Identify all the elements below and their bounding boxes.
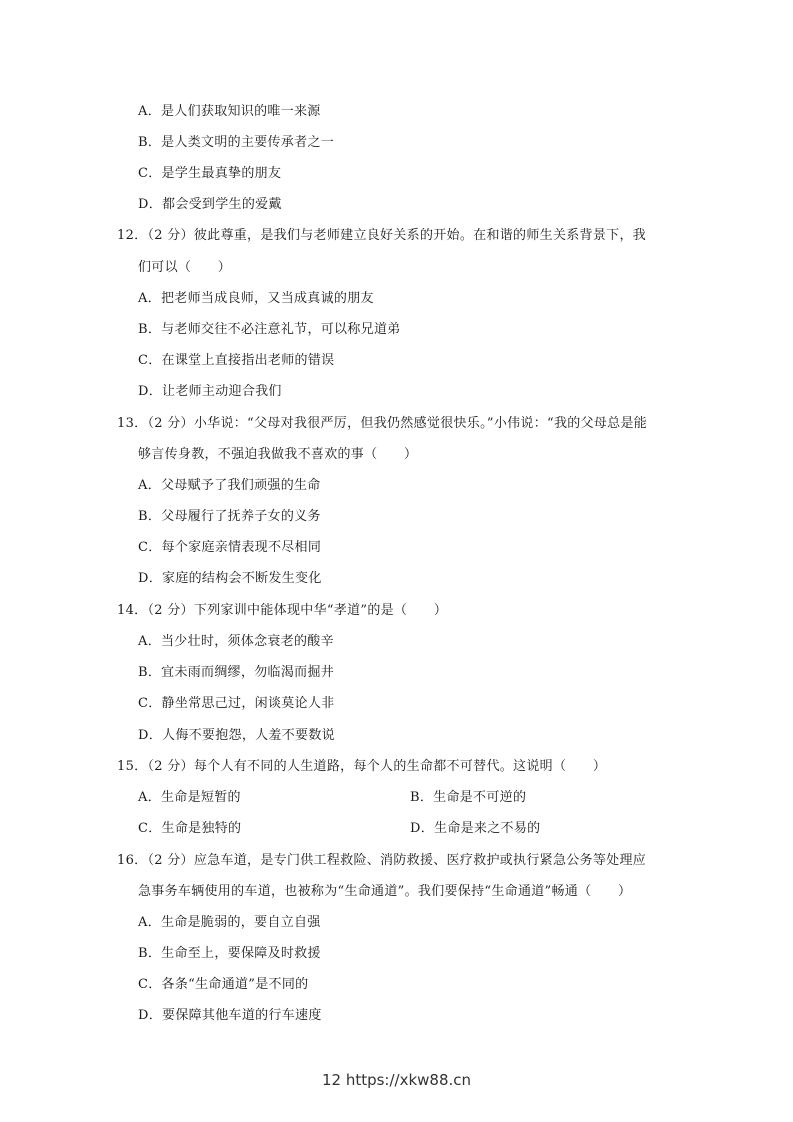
page-footer: 12 https://xkw88.cn (321, 1071, 472, 1089)
q12-option-b: B．与老师交往不必注意礼节，可以称兄道弟 (138, 322, 401, 337)
q14-option-b: B．宜未雨而绸缪，勿临渴而掘井 (138, 665, 335, 680)
q12-option-a: A．把老师当成良师，又当成真诚的朋友 (138, 291, 374, 306)
question-15-stem: 15．（2 分）每个人有不同的人生道路，每个人的生命都不可替代。这说明（ ） (117, 759, 607, 774)
q14-option-d: D．人侮不要抱怨，人羞不要数说 (138, 728, 335, 743)
q13-option-c: C．每个家庭亲情表现不尽相同 (138, 540, 322, 555)
q15-option-a: A．生命是短暂的 (138, 790, 241, 805)
q14-option-c: C．静坐常思己过，闲谈莫论人非 (138, 696, 335, 711)
q15-option-c: C．生命是独特的 (138, 821, 242, 836)
q16-option-d: D．要保障其他车道的行车速度 (138, 1008, 322, 1023)
q13-option-b: B．父母履行了抚养子女的义务 (138, 509, 321, 524)
option-a: A．是人们获取知识的唯一来源 (138, 104, 321, 119)
q16-option-c: C．各条“生命通道”是不同的 (138, 977, 309, 992)
question-16-stem-cont: 急事务车辆使用的车道，也被称为“生命通道”。我们要保持“生命通道”畅通（ ） (138, 884, 632, 899)
option-b: B．是人类文明的主要传承者之一 (138, 135, 335, 150)
q15-option-b: B．生命是不可逆的 (410, 790, 527, 805)
option-d: D．都会受到学生的爱戴 (138, 197, 282, 212)
question-12-stem-cont: 们可以（ ） (138, 260, 232, 275)
question-13-stem-cont: 够言传身教，不强迫我做我不喜欢的事（ ） (138, 447, 418, 462)
q16-option-b: B．生命至上，要保障及时救援 (138, 946, 321, 961)
q15-option-d: D．生命是来之不易的 (410, 821, 541, 836)
question-16-stem: 16．（2 分）应急车道，是专门供工程救险、消防救援、医疗救护或执行紧急公务等处理应 (117, 853, 647, 868)
question-12-stem: 12．（2 分）彼此尊重，是我们与老师建立良好关系的开始。在和谐的师生关系背景下，我 (117, 228, 647, 243)
q12-option-c: C．在课堂上直接指出老师的错误 (138, 353, 335, 368)
q13-option-d: D．家庭的结构会不断发生变化 (138, 571, 322, 586)
question-14-stem: 14．（2 分）下列家训中能体现中华“孝道”的是（ ） (117, 603, 448, 618)
q16-option-a: A．生命是脆弱的，要自立自强 (138, 915, 321, 930)
option-c: C．是学生最真挚的朋友 (138, 166, 282, 181)
q13-option-a: A．父母赋予了我们顽强的生命 (138, 478, 321, 493)
q12-option-d: D．让老师主动迎合我们 (138, 384, 282, 399)
q14-option-a: A．当少壮时，须体念衰老的酸辛 (138, 634, 334, 649)
question-13-stem: 13．（2 分）小华说：“父母对我很严厉，但我仍然感觉很快乐。”小伟说：“我的父母总是能 (117, 416, 648, 431)
